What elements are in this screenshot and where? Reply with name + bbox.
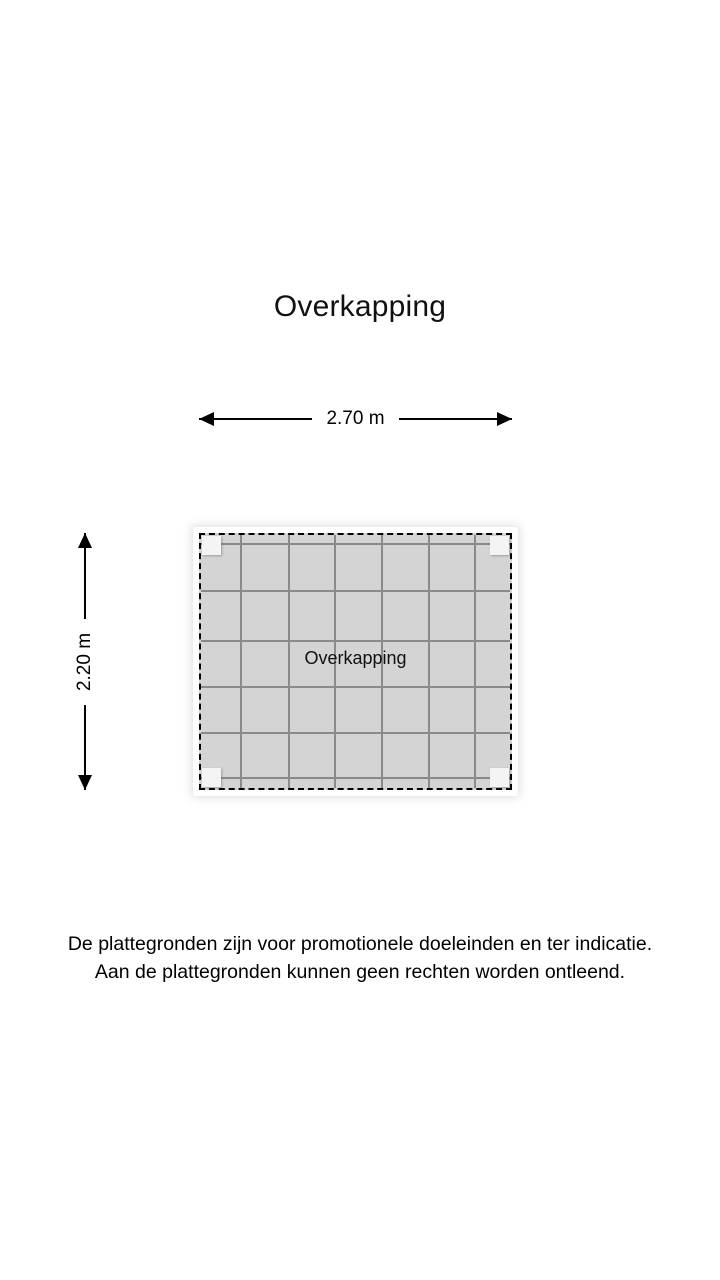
gridline-horizontal-1 [201, 590, 510, 592]
corner-post-bottom-right [490, 768, 509, 787]
arrow-down-icon [78, 775, 92, 790]
vertical-dimension-label-wrap [74, 618, 96, 704]
gridline-horizontal-0 [201, 543, 510, 545]
room-label: Overkapping [304, 648, 407, 668]
disclaimer [0, 930, 720, 986]
vertical-dimension [74, 533, 96, 790]
horizontal-dimension [199, 408, 512, 430]
vertical-dimension-label: 2.20 m [74, 618, 96, 704]
corner-post-top-right [490, 536, 509, 555]
gridline-horizontal-5 [201, 777, 510, 779]
disclaimer-line-1: De plattegronden zijn voor promotionele doeleinden en ter indicatie. [67, 933, 653, 955]
gridline-horizontal-4 [201, 732, 510, 734]
horizontal-dimension-label-wrap [199, 408, 512, 430]
corner-post-top-left [202, 536, 221, 555]
corner-post-bottom-left [202, 768, 221, 787]
page-title: Overkapping [273, 290, 447, 323]
disclaimer-line-2: Aan de plattegronden kunnen geen rechten worden ontleend. [94, 961, 626, 983]
horizontal-dimension-label: 2.70 m [312, 408, 398, 429]
arrow-up-icon [78, 533, 92, 548]
room-overkapping [199, 533, 512, 790]
gridline-horizontal-3 [201, 686, 510, 688]
gridline-horizontal-2 [201, 640, 510, 642]
